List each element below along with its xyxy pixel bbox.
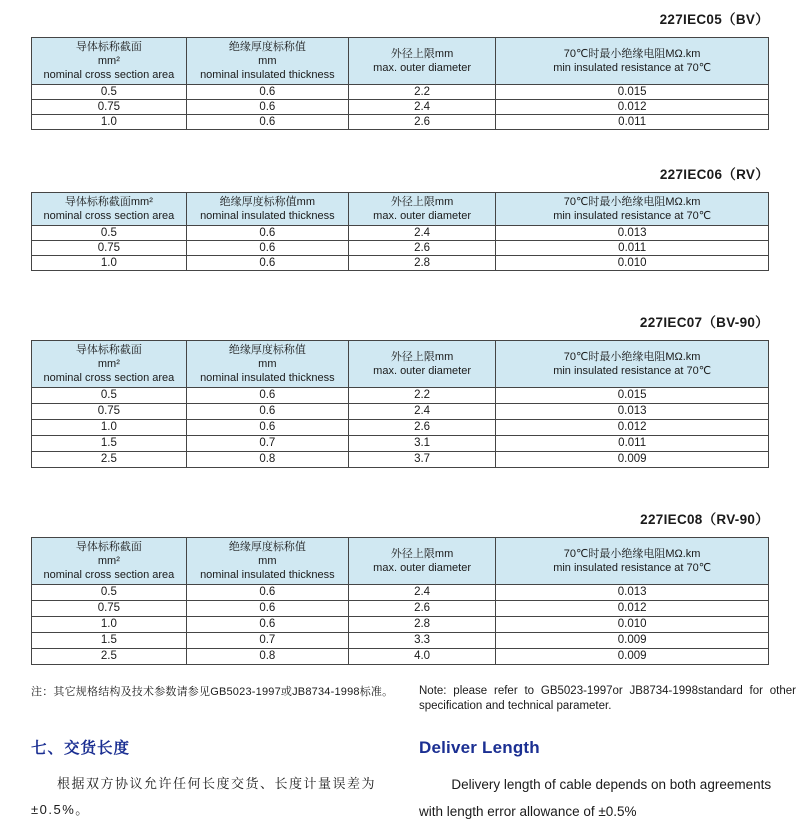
table-cell: 1.0 [32, 420, 187, 436]
table-cell: 2.5 [32, 649, 187, 665]
header-line: 绝缘厚度标称值 [228, 541, 306, 553]
header-line: mm² [97, 55, 120, 67]
table-row [32, 226, 769, 241]
table-cell: 0.012 [496, 420, 769, 436]
table-cell: 1.5 [32, 436, 187, 452]
header-line: 绝缘厚度标称值mm [219, 196, 315, 208]
table-cell: 2.8 [348, 256, 495, 271]
header-line: 导体标称截面 [75, 541, 142, 553]
table-cell: 0.75 [32, 601, 187, 617]
table-cell: 2.6 [348, 601, 495, 617]
deliver-body-en: Delivery length of cable depends on both agreements with length error allowance of ±0.5% [419, 777, 772, 819]
header-line: min insulated resistance at 70℃ [553, 365, 712, 377]
table-row [32, 85, 769, 100]
header-row [32, 341, 769, 388]
table-cell: 0.75 [32, 100, 187, 115]
table-cell: 0.5 [32, 85, 187, 100]
bottom-area [0, 665, 800, 825]
table-row [32, 388, 769, 404]
header-line: min insulated resistance at 70℃ [553, 62, 712, 74]
table-cell: 0.6 [186, 601, 348, 617]
table-cell: 3.3 [348, 633, 495, 649]
table-cell: 1.0 [32, 256, 187, 271]
table-cell: 0.75 [32, 241, 187, 256]
header-cell-insulated-thickness [186, 38, 348, 85]
header-line: 70℃时最小绝缘电阻MΩ.km [563, 48, 701, 60]
table-cell: 0.7 [186, 633, 348, 649]
header-line: nominal insulated thickness [200, 210, 335, 222]
table-row [32, 256, 769, 271]
table-cell: 0.8 [186, 452, 348, 468]
spec-section-227iec05 [31, 8, 769, 130]
table-row [32, 241, 769, 256]
table-cell: 0.6 [186, 115, 348, 130]
table-cell: 1.0 [32, 617, 187, 633]
table-cell: 0.009 [496, 452, 769, 468]
table-cell: 0.8 [186, 649, 348, 665]
table-cell: 0.6 [186, 388, 348, 404]
header-cell-cross-section [32, 341, 187, 388]
table-cell: 0.6 [186, 85, 348, 100]
table-cell: 2.6 [348, 241, 495, 256]
header-line: 外径上限mm [390, 48, 454, 60]
note-en: Note: please refer to GB5023-1997or JB8734-1998standard for other specification and technical parameter. [419, 685, 796, 712]
spec-table [31, 37, 769, 130]
header-cell-insulated-resistance [496, 38, 769, 85]
header-line: mm² [97, 555, 120, 567]
header-line: nominal insulated thickness [200, 569, 335, 581]
table-row [32, 633, 769, 649]
header-cell-insulated-thickness [186, 538, 348, 585]
header-row [32, 193, 769, 226]
table-cell: 0.012 [496, 601, 769, 617]
table-cell: 2.2 [348, 388, 495, 404]
header-line: 70℃时最小绝缘电阻MΩ.km [563, 351, 701, 363]
header-line: min insulated resistance at 70℃ [553, 562, 712, 574]
table-row [32, 452, 769, 468]
header-row [32, 538, 769, 585]
table-cell: 2.5 [32, 452, 187, 468]
spec-section-227iec08 [31, 508, 769, 665]
table-cell: 0.015 [496, 388, 769, 404]
table-cell: 2.4 [348, 226, 495, 241]
header-cell-cross-section [32, 538, 187, 585]
table-cell: 0.6 [186, 420, 348, 436]
table-cell: 0.009 [496, 633, 769, 649]
note-zh: 注：其它规格结构及技术参数请参见GB5023-1997或JB8734-1998标准。 [31, 686, 394, 698]
table-cell: 0.7 [186, 436, 348, 452]
header-cell-cross-section [32, 38, 187, 85]
deliver-heading-en: Deliver Length [419, 738, 540, 757]
deliver-heading-zh: 七、交货长度 [31, 740, 131, 757]
notes-row [31, 684, 796, 714]
header-cell-outer-diameter [348, 38, 495, 85]
header-line: 绝缘厚度标称值 [228, 41, 306, 53]
header-line: 70℃时最小绝缘电阻MΩ.km [563, 196, 701, 208]
table-cell: 0.012 [496, 100, 769, 115]
header-line: 绝缘厚度标称值 [228, 344, 306, 356]
header-line: nominal cross section area [43, 210, 175, 222]
spec-table [31, 340, 769, 468]
table-cell: 2.4 [348, 404, 495, 420]
spec-table [31, 537, 769, 665]
table-cell: 0.6 [186, 241, 348, 256]
table-cell: 3.7 [348, 452, 495, 468]
deliver-headings-row [31, 736, 796, 758]
header-cell-insulated-resistance [496, 341, 769, 388]
table-cell: 0.6 [186, 256, 348, 271]
header-cell-insulated-thickness [186, 193, 348, 226]
table-title: 227IEC08（RV-90） [640, 512, 769, 527]
table-cell: 0.013 [496, 226, 769, 241]
header-line: nominal cross section area [43, 69, 175, 81]
table-cell: 2.2 [348, 85, 495, 100]
table-cell: 0.6 [186, 617, 348, 633]
table-cell: 0.5 [32, 226, 187, 241]
header-row [32, 38, 769, 85]
table-row [32, 100, 769, 115]
table-cell: 4.0 [348, 649, 495, 665]
header-line: max. outer diameter [373, 210, 471, 222]
table-row [32, 436, 769, 452]
header-cell-outer-diameter [348, 538, 495, 585]
table-row [32, 617, 769, 633]
deliver-body-zh: 根据双方协议允许任何长度交货、长度计量误差为±0.5%。 [31, 776, 377, 817]
table-cell: 0.011 [496, 436, 769, 452]
table-cell: 0.013 [496, 585, 769, 601]
header-cell-outer-diameter [348, 193, 495, 226]
header-cell-cross-section [32, 193, 187, 226]
deliver-body-row [31, 771, 796, 825]
table-row [32, 585, 769, 601]
table-cell: 0.6 [186, 100, 348, 115]
table-cell: 1.0 [32, 115, 187, 130]
header-line: 导体标称截面 [75, 344, 142, 356]
spec-section-227iec07 [31, 311, 769, 468]
header-line: nominal cross section area [43, 372, 175, 384]
table-cell: 0.010 [496, 256, 769, 271]
header-line: 外径上限mm [390, 196, 454, 208]
table-cell: 2.8 [348, 617, 495, 633]
header-line: max. outer diameter [373, 562, 471, 574]
table-title: 227IEC07（BV-90） [639, 315, 769, 330]
table-cell: 0.011 [496, 115, 769, 130]
header-line: mm [258, 555, 277, 567]
header-line: 导体标称截面 [75, 41, 142, 53]
table-cell: 2.6 [348, 420, 495, 436]
table-cell: 0.6 [186, 226, 348, 241]
spec-section-227iec06 [31, 163, 769, 271]
table-cell: 2.4 [348, 100, 495, 115]
table-cell: 0.009 [496, 649, 769, 665]
spec-table [31, 192, 769, 271]
header-line: max. outer diameter [373, 62, 471, 74]
header-cell-insulated-thickness [186, 341, 348, 388]
table-cell: 0.011 [496, 241, 769, 256]
header-line: 外径上限mm [390, 548, 454, 560]
header-cell-outer-diameter [348, 341, 495, 388]
table-cell: 0.5 [32, 585, 187, 601]
header-line: nominal cross section area [43, 569, 175, 581]
header-line: nominal insulated thickness [200, 69, 335, 81]
header-line: 外径上限mm [390, 351, 454, 363]
table-row [32, 115, 769, 130]
table-cell: 0.75 [32, 404, 187, 420]
header-line: min insulated resistance at 70℃ [553, 210, 712, 222]
table-cell: 0.013 [496, 404, 769, 420]
table-cell: 3.1 [348, 436, 495, 452]
table-row [32, 649, 769, 665]
table-cell: 0.015 [496, 85, 769, 100]
table-row [32, 404, 769, 420]
header-line: mm [258, 55, 277, 67]
table-cell: 0.5 [32, 388, 187, 404]
table-cell: 0.6 [186, 404, 348, 420]
header-line: mm² [97, 358, 120, 370]
table-cell: 0.6 [186, 585, 348, 601]
table-cell: 2.4 [348, 585, 495, 601]
table-cell: 2.6 [348, 115, 495, 130]
table-cell: 1.5 [32, 633, 187, 649]
table-row [32, 420, 769, 436]
header-line: max. outer diameter [373, 365, 471, 377]
header-line: mm [258, 358, 277, 370]
header-line: 70℃时最小绝缘电阻MΩ.km [563, 548, 701, 560]
table-title: 227IEC06（RV） [659, 167, 769, 182]
table-row [32, 601, 769, 617]
header-line: nominal insulated thickness [200, 372, 335, 384]
table-title: 227IEC05（BV） [659, 12, 769, 27]
header-line: 导体标称截面mm² [64, 196, 153, 208]
table-cell: 0.010 [496, 617, 769, 633]
header-cell-insulated-resistance [496, 538, 769, 585]
header-cell-insulated-resistance [496, 193, 769, 226]
